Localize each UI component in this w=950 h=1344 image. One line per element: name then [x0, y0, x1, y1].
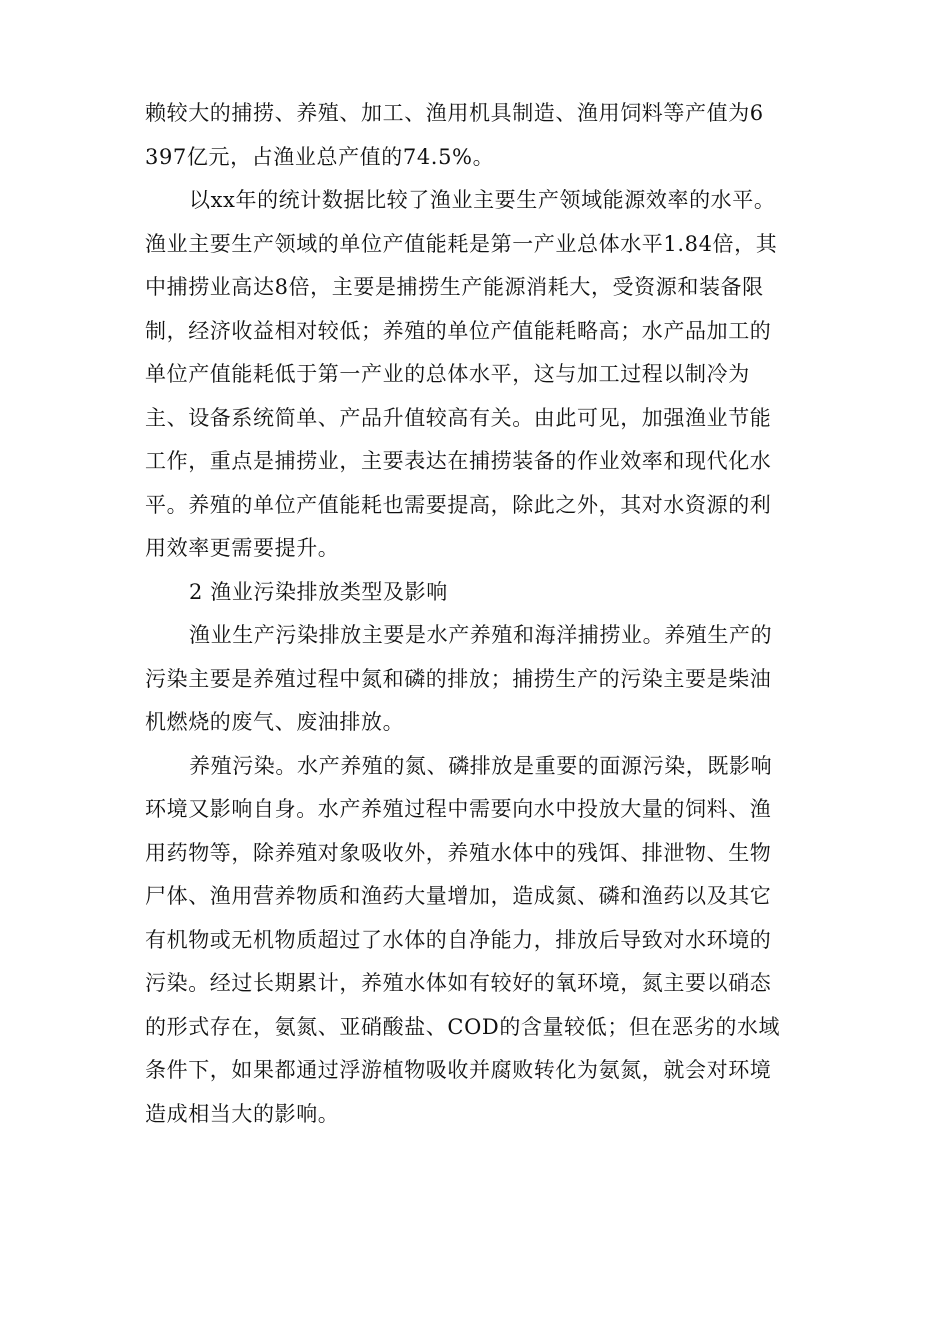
text-line: 尸体、渔用营养物质和渔药大量增加，造成氮、磷和渔药以及其它: [145, 884, 772, 908]
text-line: 污染主要是养殖过程中氮和磷的排放；捕捞生产的污染主要是柴油: [145, 666, 772, 691]
text-line: 渔业主要生产领域的单位产值能耗是第一产业总体水平1.84倍，其: [145, 231, 778, 256]
paragraph: [145, 92, 805, 179]
paragraph: [145, 179, 805, 571]
text-line: 赖较大的捕捞、养殖、加工、渔用机具制造、渔用饲料等产值为6: [145, 101, 764, 125]
text-line: 中捕捞业高达8倍，主要是捕捞生产能源消耗大，受资源和装备限: [145, 275, 764, 299]
paragraph: [145, 745, 805, 1137]
text-line: 的形式存在，氨氮、亚硝酸盐、COD的含量较低；但在恶劣的水域: [145, 1014, 781, 1039]
text-line: 主、设备系统简单、产品升值较高有关。由此可见，加强渔业节能: [145, 405, 772, 430]
text-line: 机燃烧的废气、废油排放。: [145, 710, 405, 734]
text-line: 工作，重点是捕捞业，主要表达在捕捞装备的作业效率和现代化水: [145, 449, 772, 473]
text-line: 渔业生产污染排放主要是水产养殖和海洋捕捞业。养殖生产的: [189, 623, 773, 647]
text-line: 平。养殖的单位产值能耗也需要提高，除此之外，其对水资源的利: [145, 492, 772, 517]
text-line: 养殖污染。水产养殖的氮、磷排放是重要的面源污染，既影响: [189, 753, 773, 778]
text-line: 条件下，如果都通过浮游植物吸收并腐败转化为氨氮，就会对环境: [145, 1058, 772, 1082]
text-line: 单位产值能耗低于第一产业的总体水平，这与加工过程以制冷为: [145, 362, 750, 386]
text-line: 以xx年的统计数据比较了渔业主要生产领域能源效率的水平。: [189, 188, 776, 212]
text-line: 2 渔业污染排放类型及影响: [189, 579, 448, 604]
text-line: 制，经济收益相对较低；养殖的单位产值能耗略高；水产品加工的: [145, 318, 772, 343]
text-line: 用效率更需要提升。: [145, 536, 340, 560]
text-line: 造成相当大的影响。: [145, 1101, 340, 1126]
text-line: 397亿元，占渔业总产值的74.5%。: [145, 144, 495, 169]
text-line: 污染。经过长期累计，养殖水体如有较好的氧环境，氮主要以硝态: [145, 971, 772, 995]
text-line: 有机物或无机物质超过了水体的自净能力，排放后导致对水环境的: [145, 927, 772, 952]
text-line: 用药物等，除养殖对象吸收外，养殖水体中的残饵、排泄物、生物: [145, 840, 772, 865]
paragraph: [145, 614, 805, 745]
section-heading: [145, 571, 805, 615]
document-body: [145, 92, 805, 1136]
text-line: 环境又影响自身。水产养殖过程中需要向水中投放大量的饲料、渔: [145, 797, 772, 821]
